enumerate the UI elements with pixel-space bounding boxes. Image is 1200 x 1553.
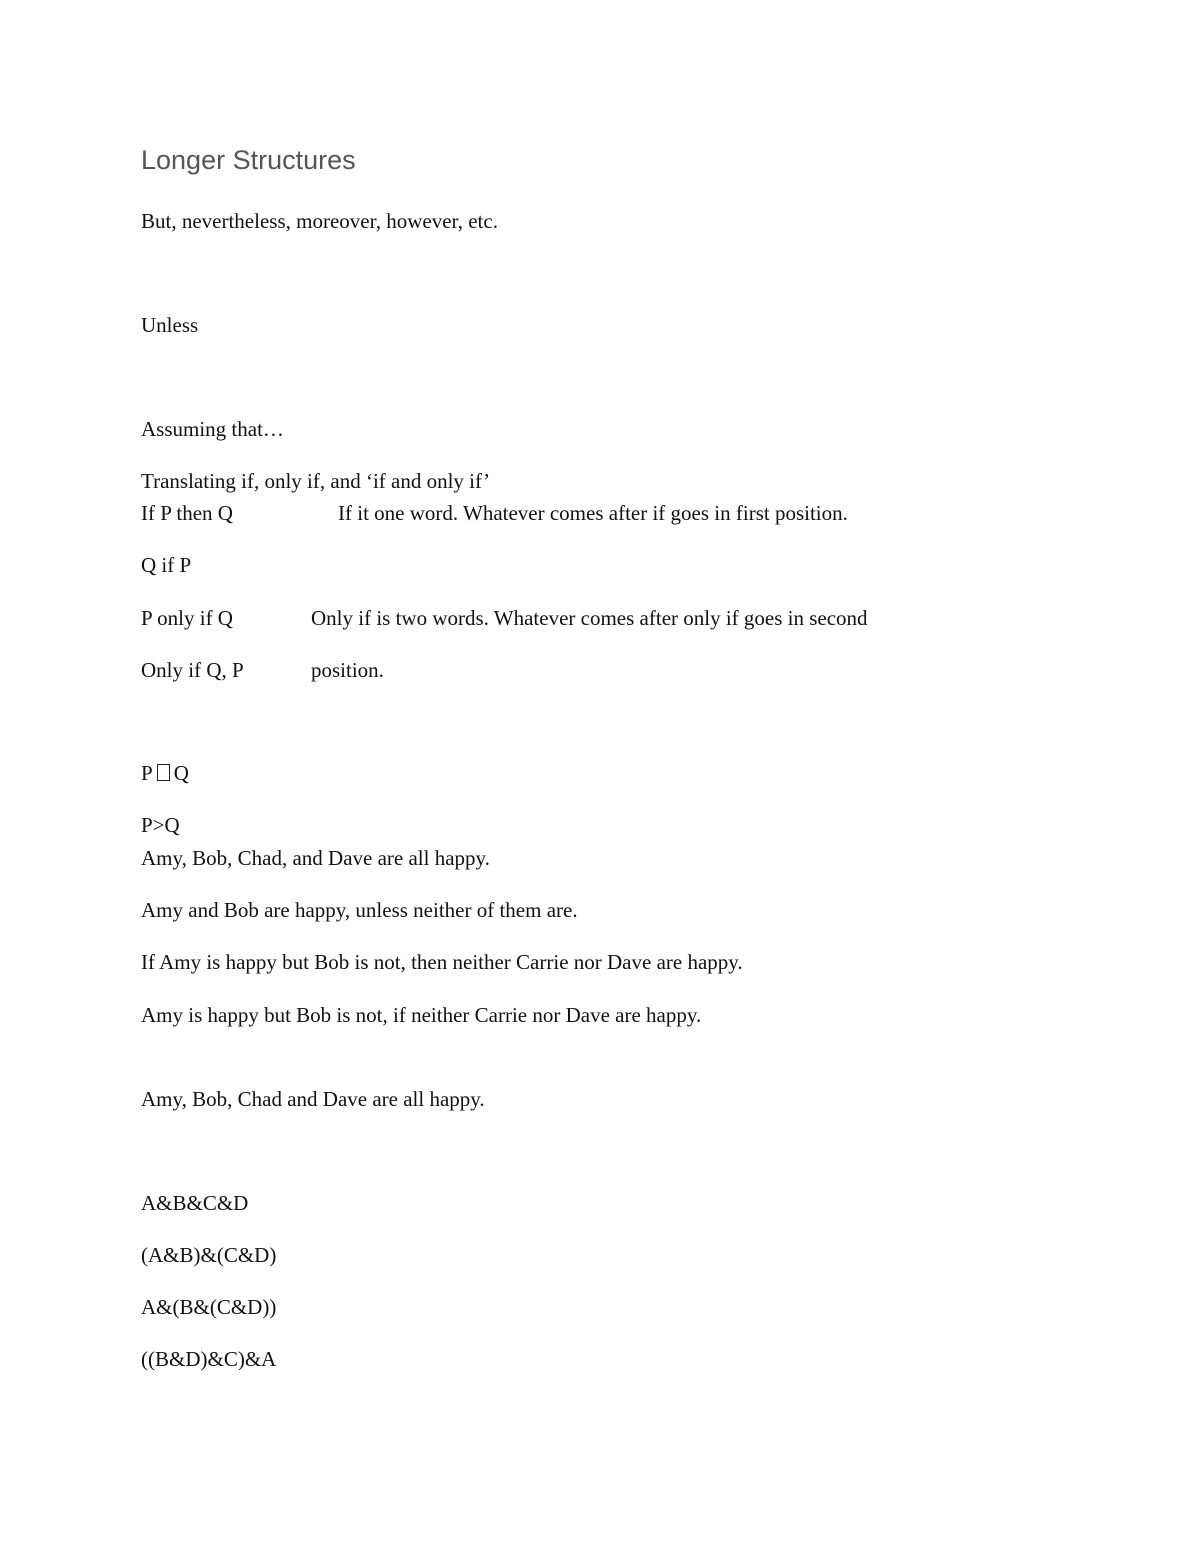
sentence-2: Amy and Bob are happy, unless neither of them are. (141, 898, 578, 922)
p-symbol-q-right: Q (173, 761, 189, 785)
q-if-p-line: Q if P (141, 553, 192, 577)
only-if-q-p-text: Only if Q, P (141, 658, 244, 682)
sentence-1: Amy, Bob, Chad, and Dave are all happy. (141, 846, 490, 870)
if-note-text: If it one word. Whatever comes after if goes in first position. (338, 501, 848, 525)
page-title: Longer Structures (141, 145, 356, 175)
only-if-note-text-2: position. (311, 658, 384, 682)
formula-1: A&B&C&D (141, 1191, 249, 1215)
only-if-note-text-1: Only if is two words. Whatever comes after only if goes in second (311, 606, 868, 630)
missing-glyph-box-icon (157, 764, 170, 781)
connectives-line: But, nevertheless, moreover, however, etc. (141, 209, 498, 233)
if-p-then-q-row (141, 500, 1041, 526)
formula-4: ((B&D)&C)&A (141, 1347, 277, 1371)
unless-line: Unless (141, 313, 199, 337)
p-only-if-q-text: P only if Q (141, 606, 233, 630)
formula-3: A&(B&(C&D)) (141, 1295, 277, 1319)
formula-2: (A&B)&(C&D) (141, 1243, 277, 1267)
p-symbol-q-left: P (141, 761, 153, 785)
translating-line: Translating if, only if, and ‘if and only if’ (141, 469, 491, 493)
p-only-if-q-row (141, 605, 1041, 631)
sentence-3: If Amy is happy but Bob is not, then neither Carrie nor Dave are happy. (141, 950, 743, 974)
sentence-4: Amy is happy but Bob is not, if neither Carrie nor Dave are happy. (141, 1003, 702, 1027)
p-gt-q-line: P>Q (141, 813, 180, 837)
assuming-line: Assuming that… (141, 417, 284, 441)
if-p-then-q-text: If P then Q (141, 501, 233, 525)
only-if-q-p-row (141, 657, 1041, 683)
p-symbol-q-line (141, 760, 189, 786)
sentence-5: Amy, Bob, Chad and Dave are all happy. (141, 1087, 485, 1111)
